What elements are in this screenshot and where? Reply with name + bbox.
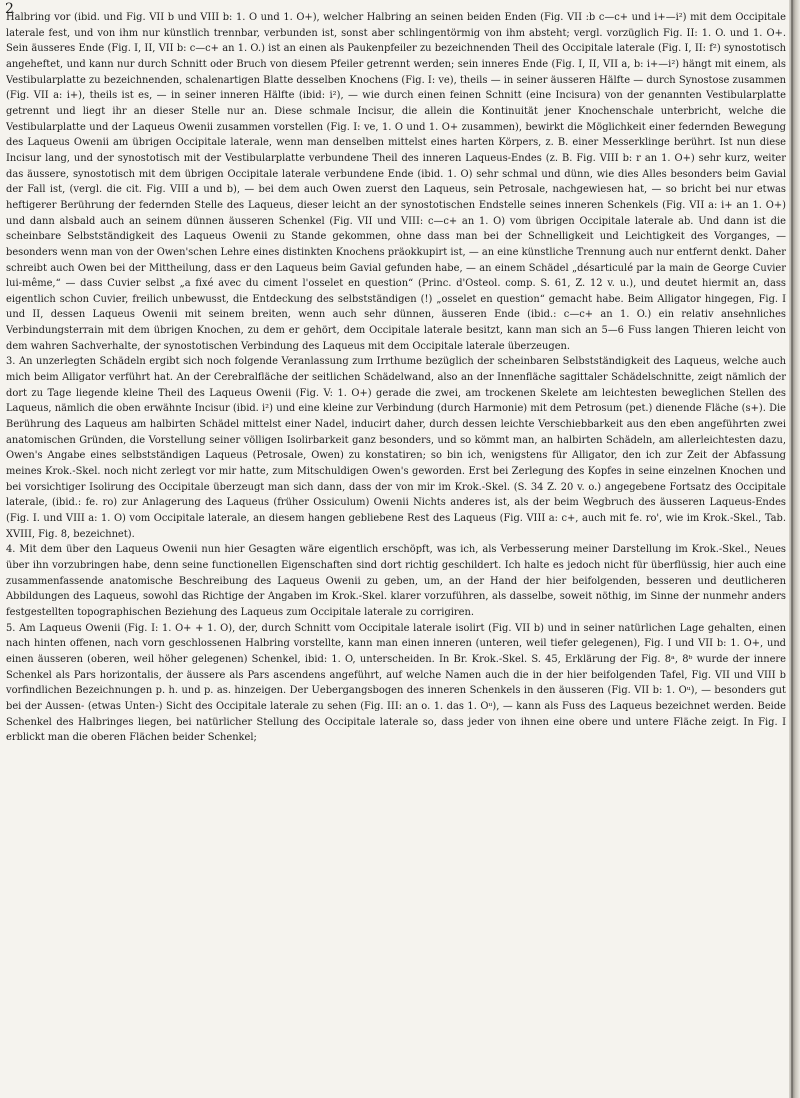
paragraph-4: 5. Am Laqueus Owenii (Fig. I: 1. O+ + 1. O), der, durch Schnitt vom Occipitale laterale isolirt (Fig. VII b) und in seiner natürlichen Lage gehalten, einen nach hinten offenen, nach vorn geschlossenen Halbring vorstellte, kann man einen inneren (unteren, weil tiefer gelegenen), Fig. I und VII b: 1. O+, und einen äusseren (oberen, weil höher gelegenen) Schenkel, ibid: 1. O, unterscheiden. In Br. Krok.-Skel. S. 45, Erklärung der Fig. 8ᵃ, 8ᵇ wurde der innere Schenkel als Pars horizontalis, der äussere als Pars ascendens angeführt, auf welche Namen auch die in der hier beifolgenden Tafel, Fig. VII und VIII b vorfindlichen Bezeichnungen p. h. und p. as. hinzeigen. Der Uebergangsbogen des inneren Schenkels in den äusseren (Fig. VII b: 1. Oᵘ), — besonders gut bei der Aussen- (etwas Unten-) Sicht des Occipitale laterale zu sehen (Fig. III: an o. 1. das 1. Oᵘ), — kann als Fuss des Laqueus bezeichnet werden. Beide Schenkel des Halbringes liegen, bei natürlicher Stellung des Occipitale laterale so, dass jeder von ihnen eine obere und untere Fläche zeigt. In Fig. I erblickt man die oberen Flächen beider Schenkel;: [6, 622, 786, 744]
page-number: 2: [5, 1, 14, 17]
paragraph-3: 4. Mit dem über den Laqueus Owenii nun hier Gesagten wäre eigentlich erschöpft, was ich, als Verbesserung meiner Darstellung im Krok.-Skel., Neues über ihn vorzubringen habe, denn seine functionellen Eigenschaften sind dort richtig geschildert. Ich halte es jedoch nicht für überflüssig, hier auch eine zusammenfassende anatomische Beschreibung des Laqueus Owenii zu geben, um, an der Hand der hier beifolgenden, besseren und deutlicheren Abbildungen des Laqueus, sowohl das Richtige der Angaben im Krok.-Skel. klarer vorzuführen, als dasselbe, soweit nöthig, im Sinne der nunmehr anders festgestellten topographischen Beziehung des Laqueus zum Occipitale laterale zu corrigiren.: [6, 544, 786, 618]
page-edge-shadow: [789, 0, 800, 1098]
paragraph-1: Halbring vor (ibid. und Fig. VII b und VIII b: 1. O und 1. O+), welcher Halbring an seinen beiden Enden (Fig. VII :b c—c+ und i+—i²) mit dem Occipitale laterale fest, und von ihm nur künstlich trennbar, verbunden ist, sonst aber schlingentörmig von ihm absteht; vergl. vorzüglich Fig. II: 1. O. und 1. O+. Sein äusseres Ende (Fig. I, II, VII b: c—c+ an 1. O.) ist an einen als Paukenpfeiler zu bezeichnenden Theil des Occipitale laterale (Fig. I, II: f²) synostotisch angeheftet, und kann nur durch Schnitt oder Bruch von diesem Pfeiler getrennt werden; sein inneres Ende (Fig. I, II, VII a, b: i+—i²) hängt mit einem, als Vestibularplatte zu bezeichnenden, schalenartigen Blatte desselben Knochens (Fig. I: ve), theils — in seiner äusseren Hälfte — durch Synostose zusammen (Fig. VII a: i+), theils ist es, — in seiner inneren Hälfte (ibid: i²), — wie durch einen feinen Schnitt (eine Incisura) von der genannten Vestibularplatte getrennt und liegt ihr an dieser Stelle nur an. Diese schmale Incisur, die allein die Kontinuität jener Knochenschale unterbricht, welche die Vestibularplatte und der Laqueus Owenii zusammen vorstellen (Fig. I: ve, 1. O und 1. O+ zusammen), bewirkt die Möglichkeit einer federnden Bewegung des Laqueus Owenii am übrigen Occipitale laterale, wenn man denselben mittelst eines harten Körpers, z. B. einer Messerklinge berührt. Ist nun diese Incisur lang, und der synostotisch mit der Vestibularplatte verbundene Theil des inneren Laqueus-Endes (z. B. Fig. VIII b: r an 1. O+) sehr kurz, weiter das äussere, synostotisch mit dem übrigen Occipitale laterale verbundene Ende (ibid. 1. O) sehr schmal und dünn, wie dies Alles besonders beim Gavial der Fall ist, (vergl. die cit. Fig. VIII a und b), — bei dem auch Owen zuerst den Laqueus, sein Petrosale, nachgewiesen hat, — so bricht bei nur etwas heftigerer Berührung der federnden Stelle des Laqueus, dieser leicht an der synostotischen Endstelle seines inneren Schenkels (Fig. VII a: i+ an 1. O+) und dann alsbald auch an seinem dünnen äusseren Schenkel (Fig. VII und VIII: c—c+ an 1. O) vom übrigen Occipitale laterale ab. Und dann ist die scheinbare Selbstständigkeit des Laqueus Owenii zu Stande gekommen, ohne dass man bei der Schnelligkeit und Leichtigkeit des Vorganges, — besonders wenn man von der Owen'schen Lehre eines distinkten Knochens präokkupirt ist, — an eine künstliche Trennung auch nur entfernt denkt. Daher schreibt auch Owen bei der Mittheilung, dass er den Laqueus beim Gavial gefunden habe, — an einem Schädel „désarticulé par la main de George Cuvier lui-même,“ — dass Cuvier selbst „a fixé avec du ciment l'osselet en question“ (Princ. d'Osteol. comp. S. 61, Z. 12 v. u.), und deutet hiermit an, dass eigentlich schon Cuvier, freilich unbewusst, die Entdeckung des selbstständigen (!) „osselet en question“ gemacht habe. Beim Alligator hingegen, Fig. I und II, dessen Laqueus Owenii mit seinem breiten, wenn auch sehr dünnen, äusseren Ende (ibid.: c—c+ an 1. O.) ein relativ ansehnliches Verbindungsterrain mit dem übrigen Knochen, zu dem er gehört, dem Occipitale laterale besitzt, kann man sich an 5—6 Fuss langen Thieren leicht von dem wahren Sachverhalte, der synostotischen Verbindung des Laqueus mit dem Occipitale laterale überzeugen.: [6, 12, 786, 352]
paragraph-2: 3. An unzerlegten Schädeln ergibt sich noch folgende Veranlassung zum Irrthume bezüglich der scheinbaren Selbstständigkeit des Laqueus, welche auch mich beim Alligator verführt hat. An der Cerebralfläche der seitlichen Schädelwand, also an der Innenfläche sagittaler Schädelschnitte, zeigt nämlich der dort zu Tage liegende kleine Theil des Laqueus Owenii (Fig. V: 1. O+) gerade die zwei, am trockenen Skelete am leichtesten beweglichen Stellen des Laqueus, nämlich die oben erwähnte Incisur (ibid. i²) und eine kleine zur Verbindung (durch Harmonie) mit dem Petrosum (pet.) dienende Fläche (s+). Die Berührung des Laqueus am halbirten Schädel mittelst einer Nadel, inducirt daher, durch dessen leichte Verschiebbarkeit aus den eben angeführten zwei anatomischen Gründen, die Vorstellung seiner völligen Isolirbarkeit ganz besonders, und so kömmt man, an halbirten Schädeln, am allerleichtesten dazu, Owen's Angabe eines selbstständigen Laqueus (Petrosale, Owen) zu konstatiren; so bin ich, wenigstens für Alligator, den ich zur Zeit der Abfassung meines Krok.-Skel. noch nicht zerlegt vor mir hatte, zum Mitschuldigen Owen's geworden. Erst bei Zerlegung des Kopfes in seine einzelnen Knochen und bei vorsichtiger Isolirung des Occipitale überzeugt man sich dann, dass der von mir im Krok.-Skel. (S. 34 Z. 20 v. o.) angegebene Fortsatz des Occipitale laterale, (ibid.: fe. ro) zur Anlagerung des Laqueus (früher Ossiculum) Owenii Nichts anderes ist, als der beim Wegbruch des äusseren Laqueus-Endes (Fig. I. und VIII a: 1. O) vom Occipitale laterale, an diesem hangen gebliebene Rest des Laqueus (Fig. VIII a: c+, auch mit fe. ro', wie im Krok.-Skel., Tab. XVIII, Fig. 8, bezeichnet).: [6, 356, 786, 540]
text-body: [6, 10, 786, 1096]
